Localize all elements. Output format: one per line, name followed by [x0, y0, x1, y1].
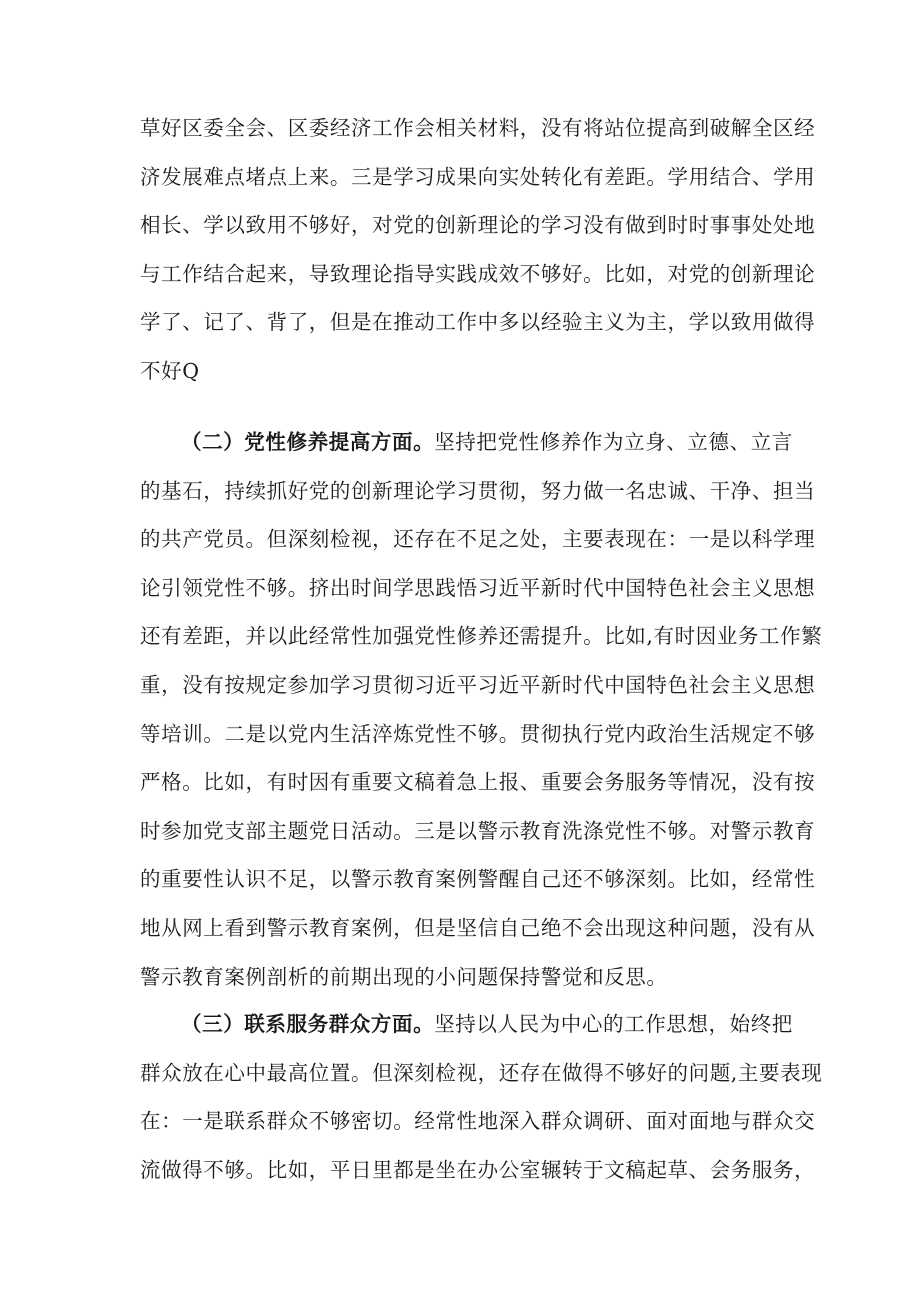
text-line: 的重要性认识不足，以警示教育案例警醒自己还不够深刻。比如，经常性: [140, 867, 816, 892]
text-line: 严格。比如，有时因有重要文稿着急上报、重要会务服务等情况，没有按: [140, 770, 816, 795]
text-line: 的基石，持续抓好党的创新理论学习贯彻，努力做一名忠诚、干净、担当: [140, 478, 816, 503]
paragraph-party-spirit: [140, 418, 823, 1001]
text-line: 时参加党支部主题党日活动。三是以警示教育洗涤党性不够。对警示教育: [140, 818, 816, 843]
text-line: 在：一是联系群众不够密切。经常性地深入群众调研、面对面地与群众交: [140, 1109, 816, 1134]
text-line: 重，没有按规定参加学习贯彻习近平习近平新时代中国特色社会主义思想: [140, 672, 816, 697]
paragraph-study-section-continued: [140, 104, 816, 396]
text-line: 与工作结合起来，导致理论指导实践成效不够好。比如，对党的创新理论: [140, 261, 816, 286]
text-line: 流做得不够。比如，平日里都是坐在办公室辗转于文稿起草、会务服务，: [140, 1157, 816, 1182]
text-line: 相长、学以致用不够好，对党的创新理论的学习没有做到时时事事处处地: [140, 213, 816, 238]
heading-line-text: 坚持把党性修养作为立身、立德、立言: [434, 430, 793, 454]
text-line: 草好区委全会、区委经济工作会相关材料，没有将站位提高到破解全区经: [140, 116, 816, 140]
heading-line-text: 坚持以人民为中心的工作思想，始终把: [434, 1012, 793, 1036]
text-line: 地从网上看到警示教育案例，但是坚信自己绝不会出现这种问题，没有从: [140, 915, 816, 940]
text-line: 还有差距，并以此经常性加强党性修养还需提升。比如,有时因业务工作繁: [140, 624, 823, 649]
text-line: 群众放在心中最高位置。但深刻检视，还存在做得不够好的问题,主要表现: [140, 1060, 823, 1085]
text-line: 济发展难点堵点上来。三是学习成果向实处转化有差距。学用结合、学用: [140, 164, 816, 189]
section-heading: （三）联系服务群众方面。: [181, 1012, 435, 1036]
text-line: 的共产党员。但深刻检视，还存在不足之处，主要表现在：一是以科学理: [140, 527, 816, 552]
paragraph-serving-masses: [140, 1000, 823, 1194]
text-line: 不好Q: [140, 358, 200, 383]
text-line: 警示教育案例剖析的前期出现的小问题保持警觉和反思。: [140, 964, 668, 989]
text-line: 学了、记了、背了，但是在推动工作中多以经验主义为主，学以致用做得: [140, 310, 816, 335]
paragraph-first-line: [140, 1000, 793, 1049]
section-heading: （二）党性修养提高方面。: [181, 430, 435, 454]
text-line: 等培训。二是以党内生活淬炼党性不够。贯彻执行党内政治生活规定不够: [140, 721, 816, 746]
paragraph-first-line: [140, 418, 793, 467]
text-line: 论引领党性不够。挤出时间学思践悟习近平新时代中国特色社会主义思想: [140, 575, 816, 600]
